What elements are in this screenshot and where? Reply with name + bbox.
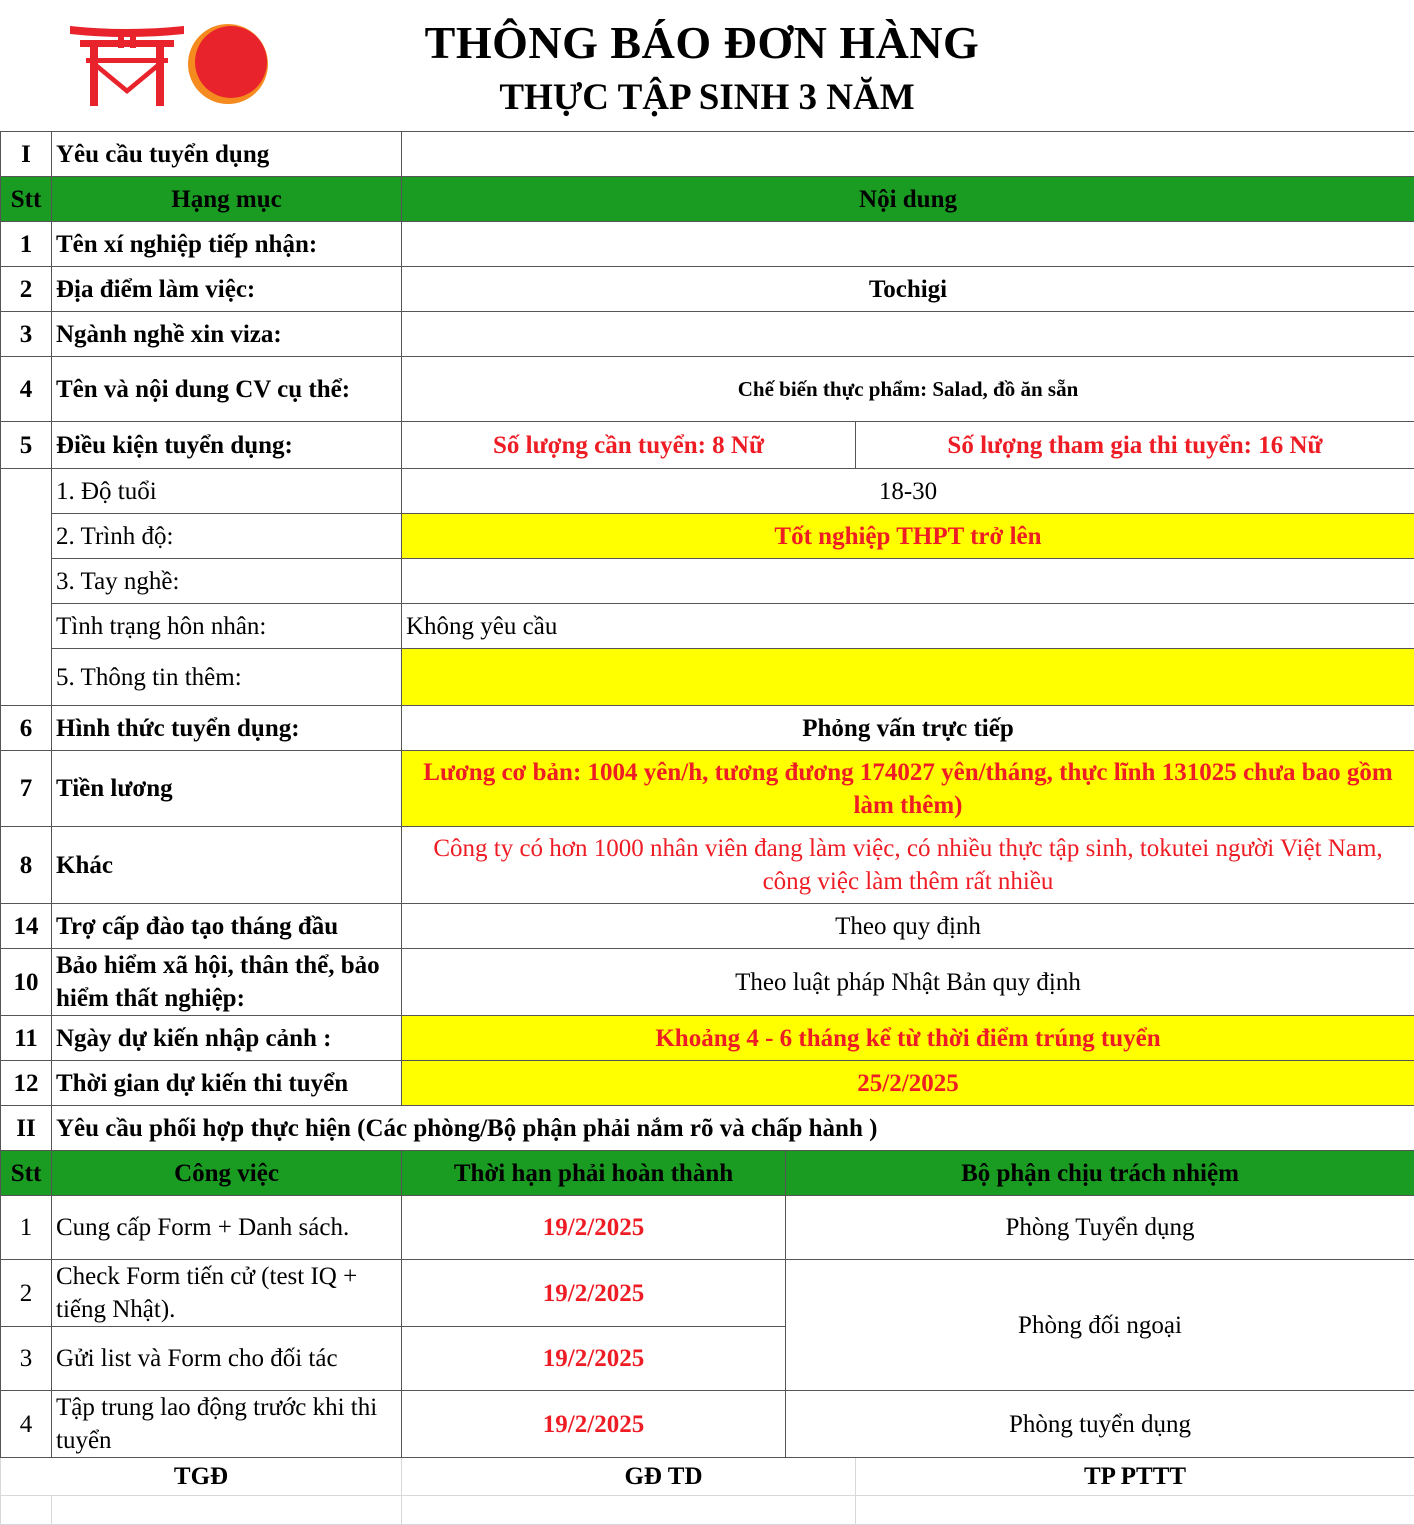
section-number: II: [1, 1106, 52, 1151]
row-value: Phỏng vấn trực tiếp: [402, 706, 1414, 751]
row-value: Tochigi: [402, 267, 1414, 312]
task-deadline: 19/2/2025: [402, 1327, 786, 1391]
header-stt: Stt: [1, 1151, 52, 1196]
row-label: Tên xí nghiệp tiếp nhận:: [52, 222, 402, 267]
table-row: [1, 904, 1414, 949]
row-number: 2: [1, 267, 52, 312]
task-name: Cung cấp Form + Danh sách.: [52, 1196, 402, 1260]
header-content: Nội dung: [402, 177, 1414, 222]
task-name: Check Form tiến cử (test IQ + tiếng Nhật).: [52, 1260, 402, 1327]
task-dept: Phòng đối ngoại: [786, 1260, 1414, 1391]
row-label: Tình trạng hôn nhân:: [52, 604, 402, 649]
header-task: Công việc: [52, 1151, 402, 1196]
header-stt: Stt: [1, 177, 52, 222]
row-label: Hình thức tuyển dụng:: [52, 706, 402, 751]
section-label: Yêu cầu tuyển dụng: [52, 132, 402, 177]
section-1-row: [1, 132, 1414, 177]
row-value: [402, 222, 1414, 267]
row-label: Tên và nội dung CV cụ thể:: [52, 357, 402, 422]
table-row: [1, 222, 1414, 267]
table-row: [1, 469, 1414, 514]
row-label: Trợ cấp đào tạo tháng đầu: [52, 904, 402, 949]
quota-recruit: Số lượng cần tuyển: 8 Nữ: [402, 422, 856, 469]
row-label: Ngày dự kiến nhập cảnh :: [52, 1016, 402, 1061]
table-row: [1, 604, 1414, 649]
row-value: [402, 559, 1414, 604]
row-number: 3: [1, 312, 52, 357]
row-value: Chế biến thực phẩm: Salad, đồ ăn sẵn: [402, 357, 1414, 422]
header-deadline: Thời hạn phải hoàn thành: [402, 1151, 786, 1196]
table-row: [1, 422, 1414, 469]
signature-dept-head: TP PTTT: [856, 1458, 1414, 1496]
row-number: 14: [1, 904, 52, 949]
task-number: 2: [1, 1260, 52, 1327]
empty-cell: [402, 1496, 856, 1525]
task-deadline: 19/2/2025: [402, 1196, 786, 1260]
row-label: 5. Thông tin thêm:: [52, 649, 402, 706]
salary-value: Lương cơ bản: 1004 yên/h, tương đương 174027 yên/tháng, thực lĩnh 131025 chưa bao gồm làm thêm): [402, 751, 1414, 827]
row-value: Tốt nghiệp THPT trở lên: [402, 514, 1414, 559]
signature-row: [1, 1458, 1414, 1496]
row-number: 8: [1, 827, 52, 904]
table-row: [1, 751, 1414, 827]
table-row: [1, 1016, 1414, 1061]
empty-cell: [52, 1496, 402, 1525]
empty-cell: [1, 469, 52, 706]
row-number: 12: [1, 1061, 52, 1106]
task-deadline: 19/2/2025: [402, 1391, 786, 1458]
row-number: 5: [1, 422, 52, 469]
table-header-row: [1, 177, 1414, 222]
row-label: Tiền lương: [52, 751, 402, 827]
row-value: Công ty có hơn 1000 nhân viên đang làm việc, có nhiều thực tập sinh, tokutei người Việt Nam, công việc làm thêm rất nhiều: [402, 827, 1414, 904]
table-row: [1, 514, 1414, 559]
header-category: Hạng mục: [52, 177, 402, 222]
table-row: [1, 312, 1414, 357]
row-label: Khác: [52, 827, 402, 904]
row-number: 4: [1, 357, 52, 422]
table-row: [1, 357, 1414, 422]
empty-cell: [402, 132, 1414, 177]
task-number: 3: [1, 1327, 52, 1391]
quota-candidates: Số lượng tham gia thi tuyển: 16 Nữ: [856, 422, 1414, 469]
task-row: [1, 1391, 1414, 1458]
row-number: 6: [1, 706, 52, 751]
row-label: 2. Trình độ:: [52, 514, 402, 559]
row-label: Địa điểm làm việc:: [52, 267, 402, 312]
row-value: [402, 649, 1414, 706]
task-row: [1, 1260, 1414, 1327]
table-header-row: [1, 1151, 1414, 1196]
task-name: Tập trung lao động trước khi thi tuyển: [52, 1391, 402, 1458]
table-row: [1, 649, 1414, 706]
row-label: Bảo hiểm xã hội, thân thể, bảo hiểm thất nghiệp:: [52, 949, 402, 1016]
row-value: [402, 312, 1414, 357]
task-row: [1, 1196, 1414, 1260]
table-row: [1, 1061, 1414, 1106]
row-number: 11: [1, 1016, 52, 1061]
blank-row: [1, 1496, 1414, 1525]
section-2-row: [1, 1106, 1414, 1151]
task-number: 1: [1, 1196, 52, 1260]
empty-cell: [1, 1496, 52, 1525]
table-row: [1, 267, 1414, 312]
header-dept: Bộ phận chịu trách nhiệm: [786, 1151, 1414, 1196]
signature-ceo: TGĐ: [1, 1458, 402, 1496]
row-label: Thời gian dự kiến thi tuyển: [52, 1061, 402, 1106]
table-row: [1, 559, 1414, 604]
task-dept: Phòng Tuyển dụng: [786, 1196, 1414, 1260]
task-dept: Phòng tuyển dụng: [786, 1391, 1414, 1458]
document-title: THÔNG BÁO ĐƠN HÀNG: [0, 16, 1404, 69]
row-number: 10: [1, 949, 52, 1016]
row-value: Không yêu cầu: [402, 604, 1414, 649]
table-row: [1, 949, 1414, 1016]
document-subtitle: THỰC TẬP SINH 3 NĂM: [0, 76, 1414, 119]
section-label: Yêu cầu phối hợp thực hiện (Các phòng/Bộ phận phải nắm rõ và chấp hành ): [52, 1106, 1414, 1151]
section-number: I: [1, 132, 52, 177]
table-row: [1, 827, 1414, 904]
row-value: 25/2/2025: [402, 1061, 1414, 1106]
row-label: Ngành nghề xin viza:: [52, 312, 402, 357]
row-label: 1. Độ tuổi: [52, 469, 402, 514]
document-header: [0, 0, 1414, 131]
row-value: 18-30: [402, 469, 1414, 514]
row-label: 3. Tay nghề:: [52, 559, 402, 604]
task-name: Gửi list và Form cho đối tác: [52, 1327, 402, 1391]
row-number: 1: [1, 222, 52, 267]
task-deadline: 19/2/2025: [402, 1260, 786, 1327]
task-number: 4: [1, 1391, 52, 1458]
row-number: 7: [1, 751, 52, 827]
row-value: Theo quy định: [402, 904, 1414, 949]
empty-cell: [856, 1496, 1414, 1525]
row-label: Điều kiện tuyển dụng:: [52, 422, 402, 469]
row-value: Khoảng 4 - 6 tháng kể từ thời điểm trúng tuyển: [402, 1016, 1414, 1061]
signature-recruit-director: GĐ TD: [402, 1458, 856, 1496]
row-value: Theo luật pháp Nhật Bản quy định: [402, 949, 1414, 1016]
order-table: [0, 131, 1414, 1525]
table-row: [1, 706, 1414, 751]
